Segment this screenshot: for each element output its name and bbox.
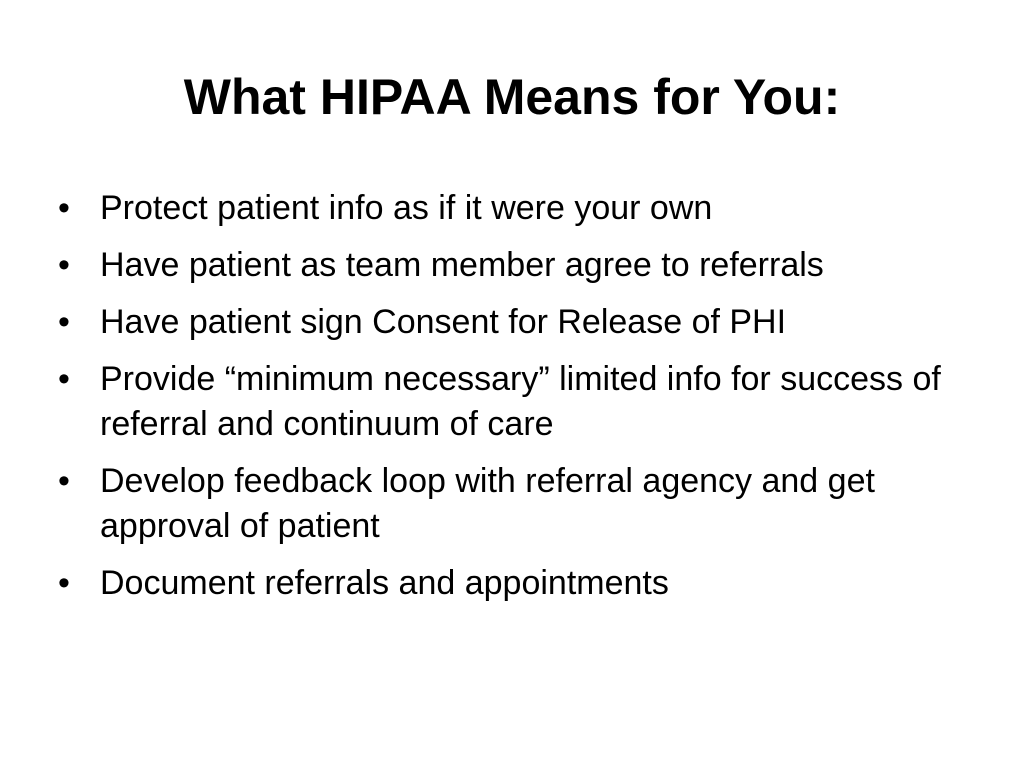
bullet-item (58, 300, 978, 345)
bullet-text: Have patient as team member agree to referrals (100, 246, 824, 284)
bullet-item (58, 459, 978, 549)
bullet-item (58, 357, 978, 447)
bullet-text: Document referrals and appointments (100, 564, 669, 602)
bullet-text: Have patient sign Consent for Release of PHI (100, 303, 787, 341)
bullet-dot-icon: • (58, 303, 70, 341)
bullet-item (58, 243, 978, 288)
bullet-list (58, 186, 978, 618)
bullet-text: Protect patient info as if it were your own (100, 189, 713, 227)
bullet-item (58, 561, 978, 606)
bullet-dot-icon: • (58, 462, 70, 500)
bullet-dot-icon: • (58, 246, 70, 284)
bullet-dot-icon: • (58, 564, 70, 602)
bullet-dot-icon: • (58, 189, 70, 227)
bullet-text: Provide “minimum necessary” limited info for success of referral and continuum of care (100, 360, 941, 443)
bullet-item (58, 186, 978, 231)
bullet-text: Develop feedback loop with referral agency and get approval of patient (100, 462, 875, 545)
slide-title: What HIPAA Means for You: (183, 69, 841, 125)
bullet-dot-icon: • (58, 360, 70, 398)
